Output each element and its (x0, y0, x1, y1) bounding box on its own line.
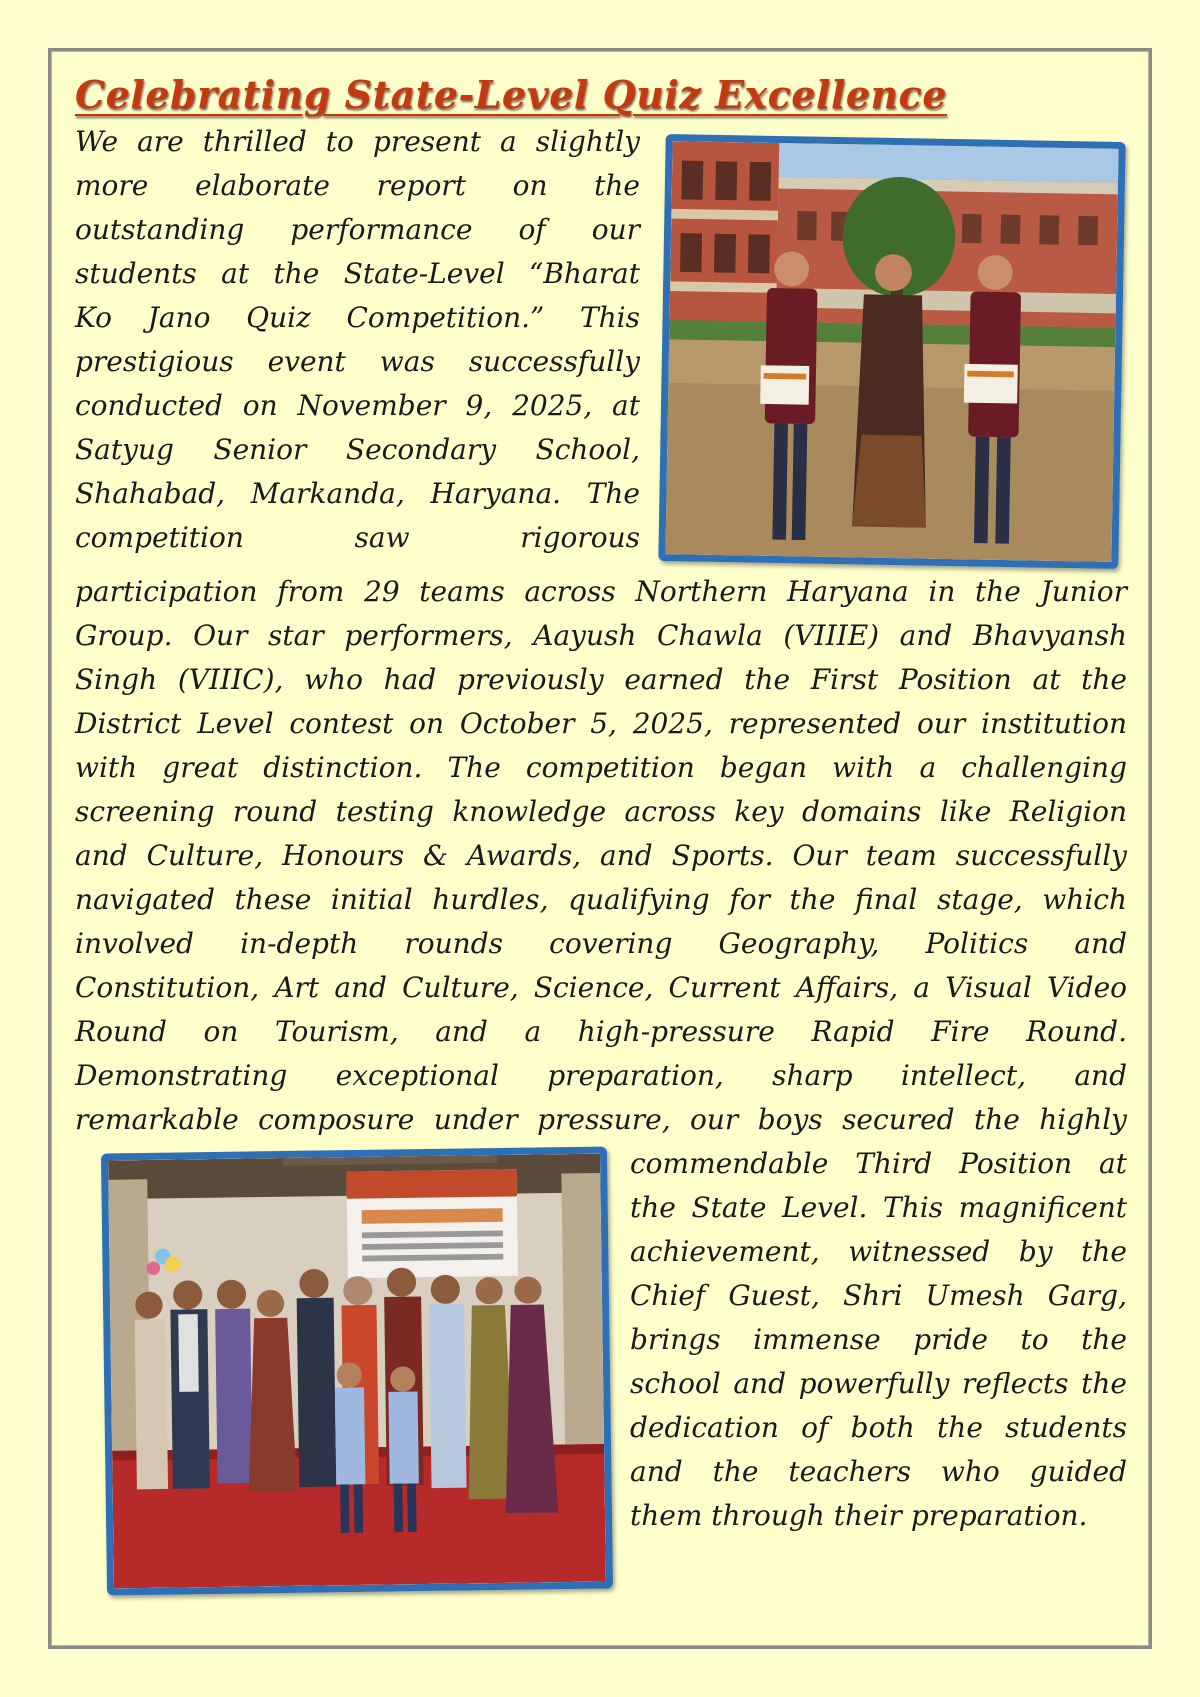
article-line: and Culture, Honours & Awards, and Sports. Our team successfully (75, 839, 1127, 872)
article-line: Ko Jano Quiz Competition.” This (75, 301, 640, 334)
article-line: We are thrilled to present a slightly (75, 125, 640, 158)
article-line: outstanding performance of our (75, 213, 640, 246)
article-line: prestigious event was successfully (75, 345, 640, 378)
article-line: more elaborate report on the (75, 169, 640, 202)
photo-students-with-teacher (658, 134, 1125, 569)
article-line: navigated these initial hurdles, qualifying for the final stage, which (75, 883, 1127, 916)
article-line: achievement, witnessed by the (630, 1235, 1127, 1268)
article-line: participation from 29 teams across Northern Haryana in the Junior (75, 575, 1127, 608)
article-line: students at the State-Level “Bharat (75, 257, 640, 290)
article-line: brings immense pride to the (630, 1323, 1127, 1356)
article-line: school and powerfully reflects the (630, 1367, 1127, 1400)
article-line: screening round testing knowledge across key domains like Religion (75, 795, 1127, 828)
article-line: them through their preparation. (630, 1499, 1088, 1532)
article-line: the State Level. This magnificent (630, 1191, 1127, 1224)
article-line: with great distinction. The competition began with a challenging (75, 751, 1127, 784)
article-line: Demonstrating exceptional preparation, sharp intellect, and (75, 1059, 1127, 1092)
article-line: competition saw rigorous (75, 521, 640, 554)
article-line: District Level contest on October 5, 2025, represented our institution (75, 707, 1127, 740)
article-line: conducted on November 9, 2025, at (75, 389, 640, 422)
article-line: and the teachers who guided (630, 1455, 1127, 1488)
article-line: Round on Tourism, and a high-pressure Rapid Fire Round. (75, 1015, 1127, 1048)
article-line: Shahabad, Markanda, Haryana. The (75, 477, 640, 510)
article-title: Celebrating State-Level Quiz Excellence (75, 72, 947, 117)
article-line: Singh (VIIIC), who had previously earned the First Position at the (75, 663, 1127, 696)
article-line: involved in-depth rounds covering Geography, Politics and (75, 927, 1127, 960)
article-line: remarkable composure under pressure, our boys secured the highly (75, 1103, 1127, 1136)
article-line: dedication of both the students (630, 1411, 1127, 1444)
article-line: Group. Our star performers, Aayush Chawla (VIIIE) and Bhavyansh (75, 619, 1127, 652)
article-line: Chief Guest, Shri Umesh Garg, (630, 1279, 1127, 1312)
article-line: commendable Third Position at (630, 1147, 1127, 1180)
photo-award-ceremony-group (101, 1146, 613, 1595)
article-line: Satyug Senior Secondary School, (75, 433, 640, 466)
article-line: Constitution, Art and Culture, Science, Current Affairs, a Visual Video (75, 971, 1127, 1004)
